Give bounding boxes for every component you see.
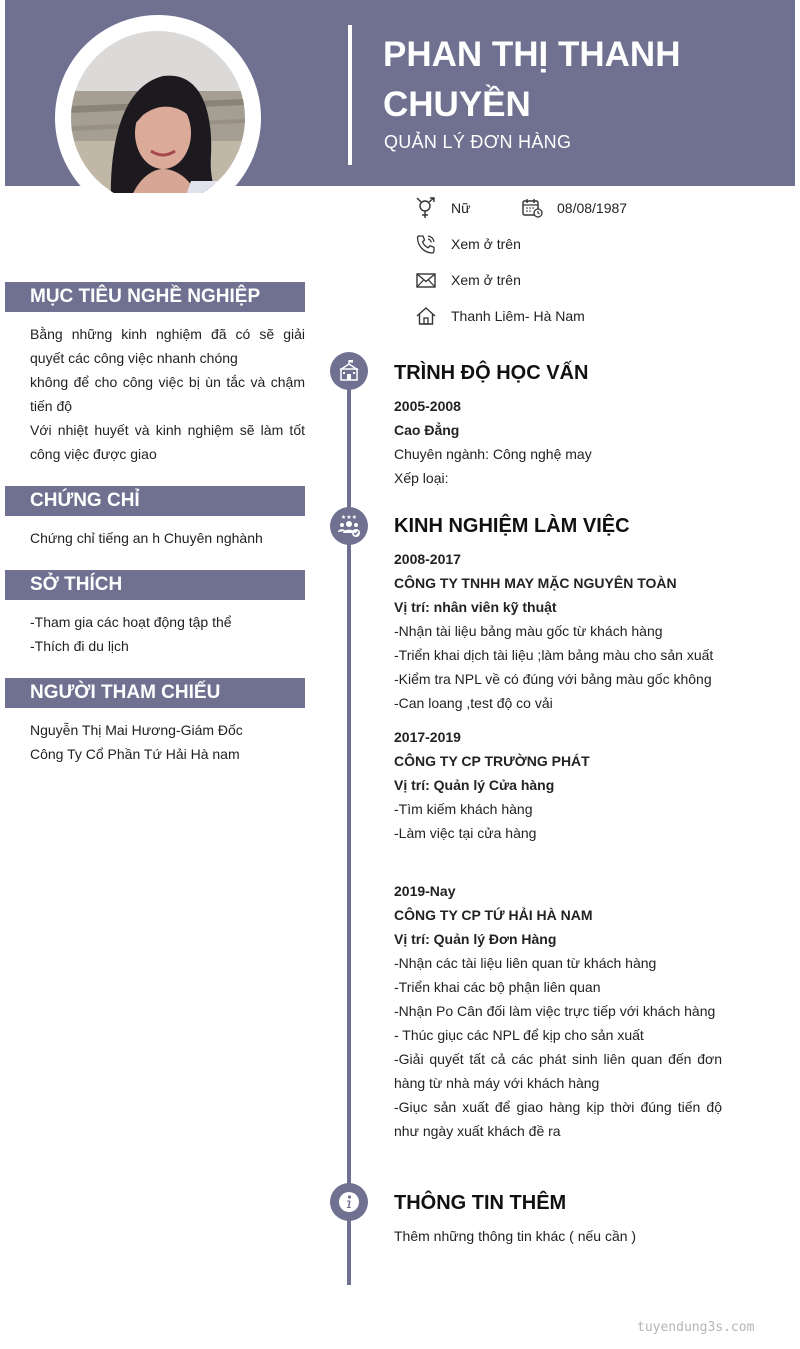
calendar-icon xyxy=(521,197,543,219)
candidate-name: PHAN THỊ THANH CHUYỀN xyxy=(383,35,681,124)
job-position: Vị trí: Quản lý Đơn Hàng xyxy=(394,931,557,947)
hobby-line: -Thích đi du lịch xyxy=(30,638,129,654)
timeline-line xyxy=(347,360,351,1285)
home-icon xyxy=(415,305,437,327)
education-major: Chuyên ngành: Công nghệ may xyxy=(394,446,592,462)
avatar xyxy=(71,31,245,205)
experience-marker xyxy=(330,507,368,545)
job-task: -Làm việc tại cửa hàng xyxy=(394,825,537,841)
job-task: -Giải quyết tất cả các phát sinh liên quan đến đơn hàng từ nhà máy với khách hàng xyxy=(394,1051,722,1091)
job-entry-3 xyxy=(394,879,722,1143)
education-body xyxy=(394,394,722,490)
candidate-title: QUẢN LÝ ĐƠN HÀNG xyxy=(384,132,572,152)
phone-value: Xem ở trên xyxy=(451,236,521,252)
phone-icon xyxy=(415,233,437,255)
job-period: 2017-2019 xyxy=(394,729,461,745)
hobbies-heading: SỞ THÍCH xyxy=(5,570,305,600)
extra-heading: THÔNG TIN THÊM xyxy=(394,1192,567,1214)
extra-marker xyxy=(330,1183,368,1221)
extra-text: Thêm những thông tin khác ( nếu cần ) xyxy=(394,1228,637,1244)
header-divider xyxy=(348,25,352,165)
job-task: -Giục sản xuất để giao hàng kịp thời đúng tiến độ như ngày xuất khách đề ra xyxy=(394,1099,722,1139)
education-heading: TRÌNH ĐỘ HỌC VẤN xyxy=(394,362,589,384)
hobby-line: -Tham gia các hoạt động tập thể xyxy=(30,614,232,630)
job-task: -Nhận các tài liệu liên quan từ khách hàng xyxy=(394,955,657,971)
job-task: - Thúc giục các NPL để kịp cho sản xuất xyxy=(394,1027,644,1043)
certificates-text xyxy=(30,526,305,550)
education-marker xyxy=(330,352,368,390)
email-value: Xem ở trên xyxy=(451,272,521,288)
gender-icon xyxy=(415,197,437,219)
job-period: 2019-Nay xyxy=(394,883,456,899)
objective-heading: MỤC TIÊU NGHỀ NGHIỆP xyxy=(5,282,305,312)
job-task: -Kiểm tra NPL về có đúng với bảng màu gốc không xyxy=(394,671,712,687)
certificates-heading: CHỨNG CHỈ xyxy=(5,486,305,516)
job-task: -Nhận Po Cân đối làm việc trực tiếp với khách hàng xyxy=(394,1003,716,1019)
job-company: CÔNG TY CP TRƯỜNG PHÁT xyxy=(394,753,590,769)
objective-line: Bằng những kinh nghiệm đã có sẽ giải quyết các công việc nhanh chóng xyxy=(30,326,305,366)
school-icon xyxy=(337,359,361,383)
certificate-line: Chứng chỉ tiếng an h Chuyên nghành xyxy=(30,530,263,546)
objective-line: không để cho công việc bị ùn tắc và chậm tiến độ xyxy=(30,374,305,414)
info-icon xyxy=(337,1190,361,1214)
job-entry-2 xyxy=(394,725,722,845)
gender-value: Nữ xyxy=(451,200,471,216)
objective-line: Với nhiệt huyết và kinh nghiệm sẽ làm tốt công việc được giao xyxy=(30,422,305,462)
hobbies-text xyxy=(30,610,305,658)
job-task: -Nhận tài liệu bảng màu gốc từ khách hàng xyxy=(394,623,663,639)
job-period: 2008-2017 xyxy=(394,551,461,567)
job-task: -Triển khai các bộ phận liên quan xyxy=(394,979,601,995)
job-task: -Can loang ,test độ co vải xyxy=(394,695,553,711)
references-heading: NGƯỜI THAM CHIẾU xyxy=(5,678,305,708)
reference-line: Công Ty Cổ Phần Tứ Hải Hà nam xyxy=(30,746,240,762)
job-company: CÔNG TY TNHH MAY MẶC NGUYÊN TOÀN xyxy=(394,575,677,591)
svg-text:★★★: ★★★ xyxy=(340,514,358,521)
birthday-value: 08/08/1987 xyxy=(557,200,628,216)
education-period: 2005-2008 xyxy=(394,398,461,414)
reference-line: Nguyễn Thị Mai Hương-Giám Đốc xyxy=(30,722,243,738)
job-position: Vị trí: nhân viên kỹ thuật xyxy=(394,599,557,615)
avatar-frame xyxy=(55,15,261,221)
education-rank: Xếp loại: xyxy=(394,470,449,486)
job-task: -Tìm kiếm khách hàng xyxy=(394,801,533,817)
job-company: CÔNG TY CP TỨ HẢI HÀ NAM xyxy=(394,907,593,923)
mail-icon xyxy=(415,269,437,291)
address-value: Thanh Liêm- Hà Nam xyxy=(451,308,585,324)
job-entry-1 xyxy=(394,547,722,715)
job-task: -Triển khai dịch tài liệu ;làm bảng màu cho sản xuất xyxy=(394,647,714,663)
references-text xyxy=(30,718,305,766)
experience-heading: KINH NGHIỆM LÀM VIỆC xyxy=(394,515,630,537)
watermark: tuyendung3s.com xyxy=(637,1320,755,1335)
objective-text xyxy=(30,322,305,466)
education-school: Cao Đẳng xyxy=(394,422,460,438)
job-position: Vị trí: Quản lý Cửa hàng xyxy=(394,777,555,793)
avatar-mask xyxy=(40,193,280,233)
team-icon xyxy=(336,513,362,539)
